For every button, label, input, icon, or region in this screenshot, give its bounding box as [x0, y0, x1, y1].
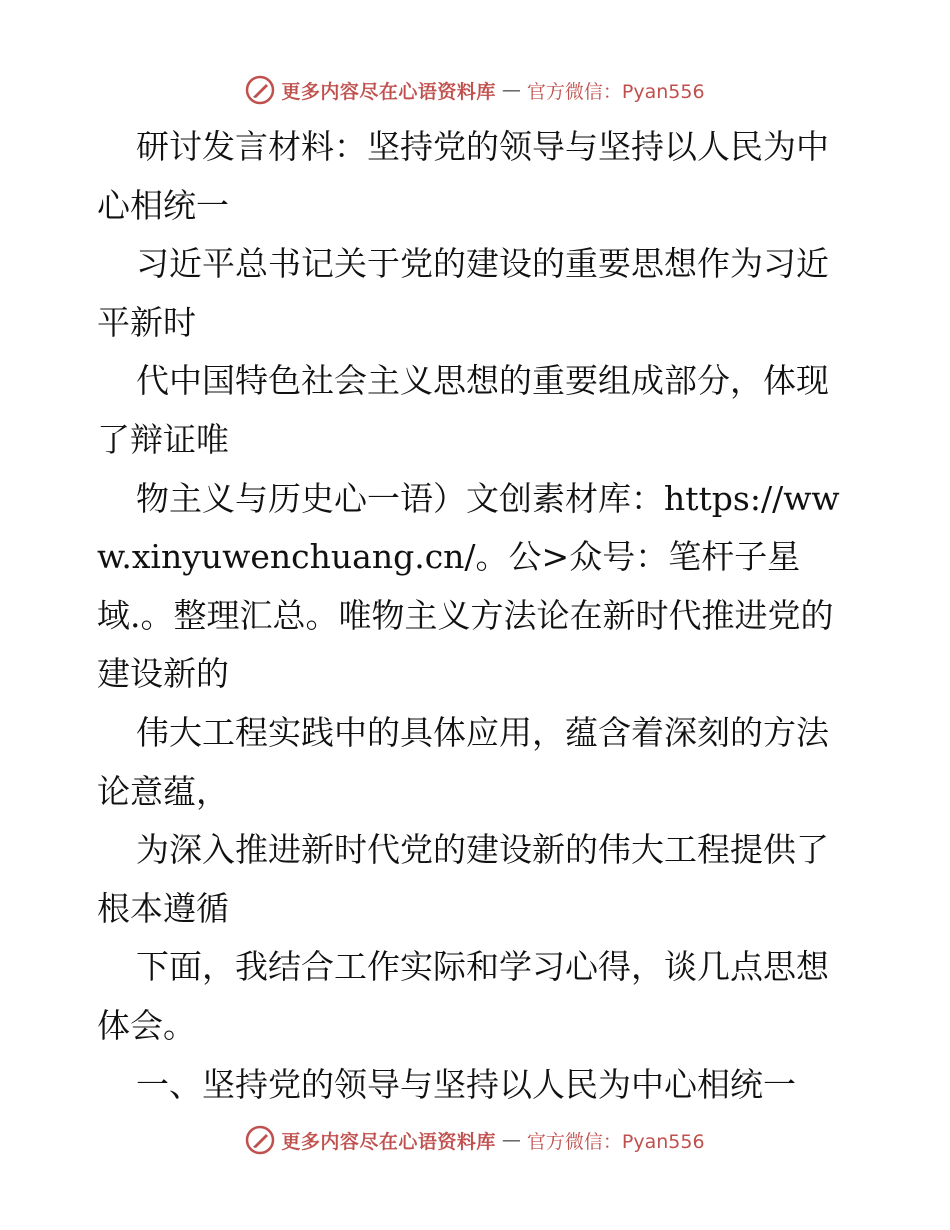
paragraph-title: 研讨发言材料：坚持党的领导与坚持以人民为中心相统一	[97, 127, 829, 225]
paragraph: 代中国特色社会主义思想的重要组成部分，体现了辩证唯	[97, 361, 829, 459]
document-body	[97, 118, 857, 1114]
header-watermark	[0, 72, 950, 108]
footer-watermark	[0, 1122, 950, 1158]
watermark-site-text: 更多内容尽在心语资料库	[281, 1130, 496, 1153]
quill-pen-logo-icon	[245, 1125, 275, 1155]
watermark-separator: —	[501, 1129, 521, 1151]
paragraph: 下面，我结合工作实际和学习心得，谈几点思想体会。	[97, 947, 829, 1045]
paragraph: 为深入推进新时代党的建设新的伟大工程提供了根本遵循	[97, 830, 829, 928]
watermark-contact: 官方微信：Pyan556	[526, 80, 705, 103]
quill-pen-logo-icon	[245, 75, 275, 105]
watermark-separator: —	[501, 79, 521, 101]
paragraph: 习近平总书记关于党的建设的重要思想作为习近平新时	[97, 244, 829, 342]
watermark-contact: 官方微信：Pyan556	[526, 1130, 705, 1153]
watermark-site-text: 更多内容尽在心语资料库	[281, 80, 496, 103]
paragraph: 伟大工程实践中的具体应用，蕴含着深刻的方法论意蕴，	[97, 712, 829, 811]
section-heading: 一、坚持党的领导与坚持以人民为中心相统一	[136, 1064, 796, 1104]
paragraph: 物主义与历史心一语）文创素材库：https://www.xinyuwenchuang.cn/。公>众号：笔杆子星域.。整理汇总。唯物主义方法论在新时代推进党的建设新的	[97, 478, 840, 694]
